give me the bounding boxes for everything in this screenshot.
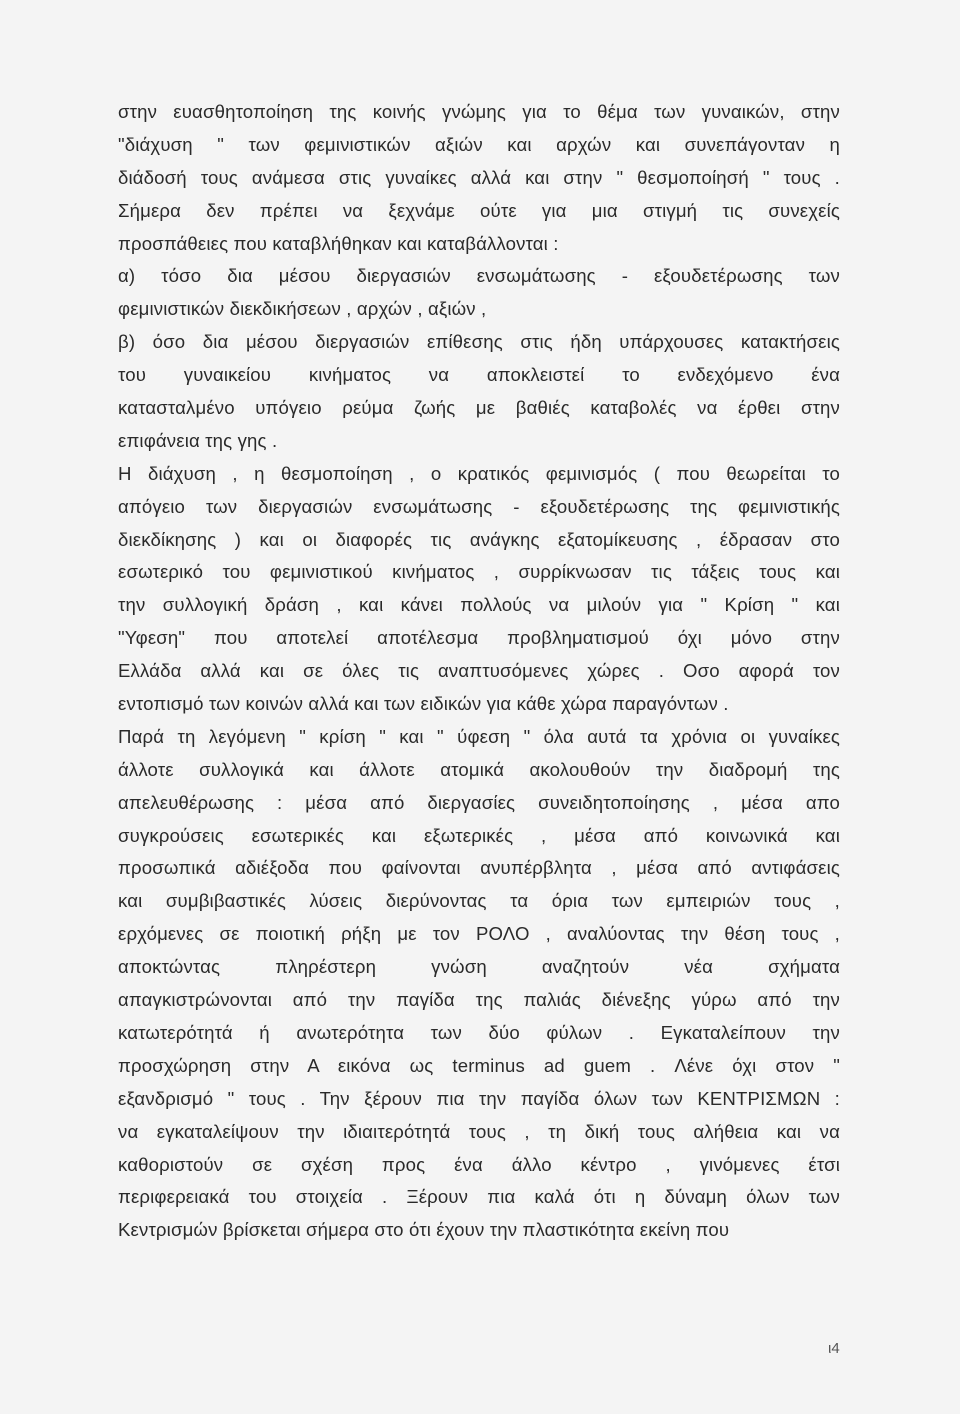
text-line: την συλλογική δράση , και κάνει πολλούς να μιλούν για " Κρίση " και bbox=[118, 594, 840, 616]
text-line: περιφερειακά του στοιχεία . Ξέρουν πια καλά ότι η δύναμη όλων των bbox=[118, 1186, 840, 1208]
text-line: Παρά τη λεγόμενη " κρίση " και " ύφεση " όλα αυτά τα χρόνια οι γυναίκες bbox=[118, 725, 840, 747]
text-line: του γυναικείου κινήματος να αποκλειστεί το ενδεχόμενο ένα bbox=[118, 364, 840, 386]
text-line: καθοριστούν σε σχέση προς ένα άλλο κέντρο , γινόμενες έτσι bbox=[118, 1153, 840, 1175]
text-line: προσπάθειες που καταβλήθηκαν και καταβάλλονται : bbox=[118, 232, 559, 254]
text-line: επιφάνεια της γης . bbox=[118, 429, 278, 451]
text-line: διάδοσή τους ανάμεσα στις γυναίκες αλλά και στην " θεσμοποίησή " τους . bbox=[118, 166, 840, 188]
text-line: στην ευασθητοποίηση της κοινής γνώμης για το θέμα των γυναικών, στην bbox=[118, 101, 840, 122]
text-line: Ελλάδα αλλά και σε όλες τις αναπτυσόμενες χώρες . Οσο αφορά τον bbox=[118, 660, 840, 682]
text-line: διεκδίκησης ) και οι διαφορές τις ανάγκης εξατομίκευσης , έδρασαν στο bbox=[118, 528, 840, 550]
text-line: εντοπισμό των κοινών αλλά και των ειδικών για κάθε χώρα παραγόντων . bbox=[118, 693, 729, 715]
text-line: Σήμερα δεν πρέπει να ξεχνάμε ούτε για μια στιγμή τις συνεχείς bbox=[118, 199, 840, 221]
text-line: και συμβιβαστικές λύσεις διερύνοντας τα όρια των εμπειριών τους , bbox=[118, 890, 840, 912]
text-line: εσωτερικό του φεμινιστικού κινήματος , συρρίκνωσαν τις τάξεις τους και bbox=[118, 561, 840, 583]
text-line: Η διάχυση , η θεσμοποίηση , ο κρατικός φεμινισμός ( που θεωρείται το bbox=[118, 462, 840, 484]
text-line: α) τόσο δια μέσου διεργασιών ενσωμάτωσης - εξουδετέρωσης των bbox=[118, 265, 840, 287]
text-line: αποκτώντας πληρέστερη γνώση αναζητούν νέα σχήματα bbox=[118, 956, 840, 978]
text-line: κατασταλμένο υπόγειο ρεύμα ζωής με βαθιές καταβολές να έρθει στην bbox=[118, 397, 840, 419]
text-line: "Υφεση" που αποτελεί αποτέλεσμα προβληματισμού όχι μόνο στην bbox=[118, 627, 840, 649]
page-number: ι4 bbox=[828, 1340, 840, 1357]
text-line: απελευθέρωσης : μέσα από διεργασίες συνειδητοποίησης , μέσα απο bbox=[118, 791, 840, 813]
text-line: απόγειο των διεργασιών ενσωμάτωσης - εξουδετέρωσης της φεμινιστικής bbox=[118, 495, 840, 517]
text-line: κατωτερότητά ή ανωτερότητα των δύο φύλων . Εγκαταλείπουν την bbox=[118, 1021, 840, 1043]
text-line: να εγκαταλείψουν την ιδιαιτερότητά τους , τη δική τους αλήθεια και να bbox=[118, 1120, 840, 1142]
text-line: προσχώρηση στην Α εικόνα ως terminus ad guem . Λένε όχι στον " bbox=[118, 1054, 840, 1076]
text-line: "διάχυση " των φεμινιστικών αξιών και αρχών και συνεπάγονταν η bbox=[118, 133, 840, 155]
text-line: β) όσο δια μέσου διεργασιών επίθεσης στις ήδη υπάρχουσες κατακτήσεις bbox=[118, 331, 840, 353]
text-line: προσωπικά αδιέξοδα που φαίνονται ανυπέρβλητα , μέσα από αντιφάσεις bbox=[118, 857, 840, 879]
text-line: συγκρούσεις εσωτερικές και εξωτερικές , μέσα από κοινωνικά και bbox=[118, 824, 840, 846]
text-line: ερχόμενες σε ποιοτική ρήξη με τον ΡΟΛΟ , αναλύοντας την θέση τους , bbox=[118, 923, 840, 945]
text-line: Κεντρισμών βρίσκεται σήμερα στο ότι έχουν την πλαστικότητα εκείνη που bbox=[118, 1219, 730, 1241]
text-line: άλλοτε συλλογικά και άλλοτε ατομικά ακολουθούν την διαδρομή της bbox=[118, 758, 840, 780]
text-line: εξανδρισμό " τους . Την ξέρουν πια την παγίδα όλων των ΚΕΝΤΡΙΣΜΩΝ : bbox=[118, 1087, 840, 1109]
body-text bbox=[118, 96, 840, 1247]
text-line: απαγκιστρώνονται από την παγίδα της παλιάς διένεξης γύρω από την bbox=[118, 989, 840, 1011]
text-line: φεμινιστικών διεκδικήσεων , αρχών , αξιών , bbox=[118, 298, 487, 320]
